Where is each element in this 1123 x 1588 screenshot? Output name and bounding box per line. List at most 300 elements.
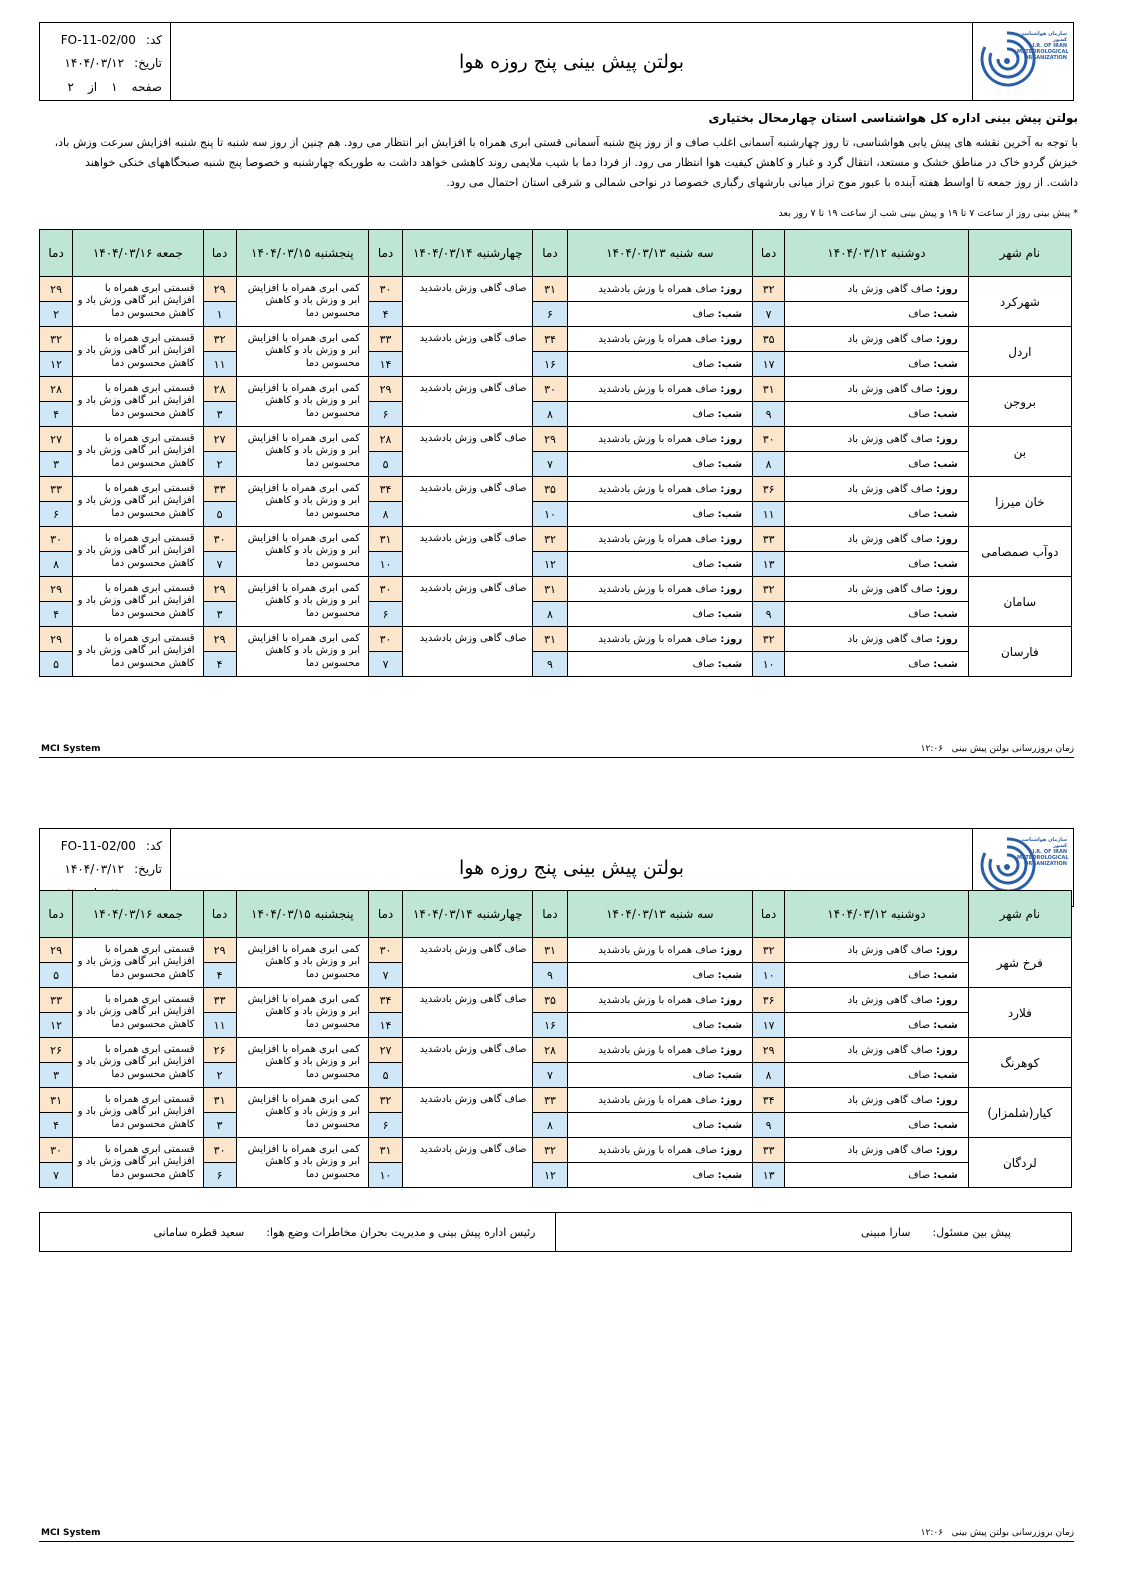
day2-day-forecast xyxy=(567,277,753,302)
night-label: شب: xyxy=(717,308,743,320)
day-label: روز: xyxy=(935,994,958,1006)
day3-forecast: صاف گاهی وزش بادشدید xyxy=(403,1088,533,1138)
day-label: روز: xyxy=(720,533,743,545)
min-temp: ۸ xyxy=(533,402,567,427)
min-temp: ۵ xyxy=(40,652,73,677)
day-label: روز: xyxy=(720,944,743,956)
day3-forecast: صاف گاهی وزش بادشدید xyxy=(403,527,533,577)
max-temp: ۳۲ xyxy=(753,277,785,302)
night-label: شب: xyxy=(933,658,958,670)
of-label: از xyxy=(87,80,98,94)
max-temp: ۲۹ xyxy=(203,627,236,652)
table-row xyxy=(40,327,1072,352)
day1-day-forecast xyxy=(785,1138,969,1163)
page-header xyxy=(39,22,1074,101)
day4-forecast: کمی ابری همراه با افزایش ابر و وزش باد و کاهش محسوس دما xyxy=(236,477,368,527)
min-temp: ۵ xyxy=(40,963,73,988)
max-temp: ۲۷ xyxy=(40,427,73,452)
max-temp: ۳۵ xyxy=(753,327,785,352)
max-temp: ۳۱ xyxy=(533,577,567,602)
night-forecast: صاف xyxy=(908,508,931,520)
day-header: جمعه ۱۴۰۴/۰۳/۱۶ xyxy=(73,891,203,938)
min-temp: ۷ xyxy=(203,552,236,577)
day2-day-forecast xyxy=(567,327,753,352)
city-header: نام شهر xyxy=(968,230,1071,277)
max-temp: ۲۹ xyxy=(533,427,567,452)
min-temp: ۱۲ xyxy=(533,552,567,577)
logo-text-en: I.R. OF IRAN METEOROLOGICAL ORGANIZATION xyxy=(1017,43,1069,61)
day1-night-forecast xyxy=(785,963,969,988)
day-label: روز: xyxy=(935,633,958,645)
min-temp: ۹ xyxy=(533,652,567,677)
min-temp: ۹ xyxy=(753,1113,785,1138)
max-temp: ۳۱ xyxy=(369,1138,403,1163)
max-temp: ۳۶ xyxy=(753,477,785,502)
day-forecast: صاف همراه با وزش بادشدید xyxy=(598,333,718,345)
min-temp: ۱۷ xyxy=(753,352,785,377)
page-title: بولتن پیش بینی پنج روزه هوا xyxy=(459,50,685,73)
day-header: چهارشنبه ۱۴۰۴/۰۳/۱۴ xyxy=(403,230,533,277)
day-label: روز: xyxy=(935,1094,958,1106)
day3-forecast: صاف گاهی وزش بادشدید xyxy=(403,988,533,1038)
night-label: شب: xyxy=(933,508,958,520)
city-name: اردل xyxy=(968,327,1071,377)
logo-text-fa: سازمان هواشناسی کشور xyxy=(1019,31,1067,43)
min-temp: ۱۲ xyxy=(533,1163,567,1188)
day-header: دوشنبه ۱۴۰۴/۰۳/۱۲ xyxy=(785,230,969,277)
min-temp: ۱۴ xyxy=(369,1013,403,1038)
document-info xyxy=(40,23,171,100)
day1-day-forecast xyxy=(785,1088,969,1113)
logo xyxy=(972,23,1073,100)
city-name: شهرکرد xyxy=(968,277,1071,327)
night-forecast: صاف xyxy=(692,969,715,981)
day2-night-forecast xyxy=(567,963,753,988)
day5-forecast: قسمتی ابری همراه با افزایش ابر گاهی وزش باد و کاهش محسوس دما xyxy=(73,938,203,988)
max-temp: ۲۸ xyxy=(40,377,73,402)
min-temp: ۱۱ xyxy=(753,502,785,527)
day1-night-forecast xyxy=(785,602,969,627)
day5-forecast: قسمتی ابری همراه با افزایش ابر گاهی وزش باد و کاهش محسوس دما xyxy=(73,527,203,577)
max-temp: ۳۳ xyxy=(533,1088,567,1113)
max-temp: ۳۰ xyxy=(203,527,236,552)
day-label: روز: xyxy=(935,283,958,295)
day3-forecast: صاف گاهی وزش بادشدید xyxy=(403,277,533,327)
day-label: روز: xyxy=(935,533,958,545)
min-temp: ۷ xyxy=(369,652,403,677)
max-temp: ۳۲ xyxy=(753,938,785,963)
table-row xyxy=(40,277,1072,302)
day2-night-forecast xyxy=(567,402,753,427)
day-forecast: صاف گاهی وزش باد xyxy=(847,1094,933,1106)
night-forecast: صاف xyxy=(692,608,715,620)
min-temp: ۷ xyxy=(753,302,785,327)
forecast-table xyxy=(39,890,1072,1188)
max-temp: ۲۹ xyxy=(203,577,236,602)
day3-forecast: صاف گاهی وزش بادشدید xyxy=(403,577,533,627)
max-temp: ۲۷ xyxy=(203,427,236,452)
max-temp: ۲۹ xyxy=(753,1038,785,1063)
night-label: شب: xyxy=(933,558,958,570)
day5-forecast: قسمتی ابری همراه با افزایش ابر گاهی وزش باد و کاهش محسوس دما xyxy=(73,627,203,677)
temp-header: دما xyxy=(533,230,567,277)
day2-day-forecast xyxy=(567,1088,753,1113)
night-label: شب: xyxy=(933,1169,958,1181)
day-label: روز: xyxy=(720,1094,743,1106)
day-forecast: صاف همراه با وزش بادشدید xyxy=(598,533,718,545)
day-label: روز: xyxy=(935,383,958,395)
logo-text-fa: سازمان هواشناسی کشور xyxy=(1019,837,1067,849)
max-temp: ۳۰ xyxy=(203,1138,236,1163)
page-total: ۲ xyxy=(67,80,74,94)
max-temp: ۲۸ xyxy=(369,427,403,452)
system-name: MCI System xyxy=(41,744,101,754)
bulletin-page-1 xyxy=(0,0,1123,770)
day-forecast: صاف همراه با وزش بادشدید xyxy=(598,383,718,395)
temp-header: دما xyxy=(369,230,403,277)
day2-day-forecast xyxy=(567,477,753,502)
day-label: روز: xyxy=(720,333,743,345)
page-footer xyxy=(39,743,1074,758)
min-temp: ۱۱ xyxy=(203,352,236,377)
max-temp: ۳۱ xyxy=(40,1088,73,1113)
day3-forecast: صاف گاهی وزش بادشدید xyxy=(403,477,533,527)
night-label: شب: xyxy=(717,1069,743,1081)
max-temp: ۲۶ xyxy=(40,1038,73,1063)
min-temp: ۳ xyxy=(203,402,236,427)
date-label: تاریخ: xyxy=(134,862,162,876)
max-temp: ۳۰ xyxy=(369,277,403,302)
min-temp: ۸ xyxy=(533,602,567,627)
night-label: شب: xyxy=(717,1169,743,1181)
min-temp: ۲ xyxy=(203,1063,236,1088)
night-label: شب: xyxy=(933,308,958,320)
night-label: شب: xyxy=(717,608,743,620)
night-forecast: صاف xyxy=(908,358,931,370)
forecast-table xyxy=(39,229,1072,677)
table-row xyxy=(40,527,1072,552)
min-temp: ۳ xyxy=(40,452,73,477)
day-forecast: صاف همراه با وزش بادشدید xyxy=(598,583,718,595)
page-title: بولتن پیش بینی پنج روزه هوا xyxy=(459,856,685,879)
temp-header: دما xyxy=(753,230,785,277)
day2-day-forecast xyxy=(567,938,753,963)
temp-header: دما xyxy=(40,891,73,938)
code-label: کد: xyxy=(145,33,162,47)
day1-night-forecast xyxy=(785,1063,969,1088)
day2-night-forecast xyxy=(567,1013,753,1038)
temp-header: دما xyxy=(753,891,785,938)
day1-day-forecast xyxy=(785,377,969,402)
min-temp: ۱۲ xyxy=(40,352,73,377)
max-temp: ۲۹ xyxy=(369,377,403,402)
forecaster-name: سارا مبینی xyxy=(860,1226,911,1239)
max-temp: ۳۲ xyxy=(533,527,567,552)
night-forecast: صاف xyxy=(908,558,931,570)
night-label: شب: xyxy=(933,608,958,620)
night-forecast: صاف xyxy=(908,408,931,420)
min-temp: ۱ xyxy=(203,302,236,327)
day3-forecast: صاف گاهی وزش بادشدید xyxy=(403,327,533,377)
min-temp: ۶ xyxy=(369,402,403,427)
logo-text-en: I.R. OF IRAN METEOROLOGICAL ORGANIZATION xyxy=(1017,849,1069,867)
day3-forecast: صاف گاهی وزش بادشدید xyxy=(403,427,533,477)
max-temp: ۳۴ xyxy=(369,988,403,1013)
min-temp: ۸ xyxy=(753,452,785,477)
day2-day-forecast xyxy=(567,527,753,552)
max-temp: ۳۳ xyxy=(753,1138,785,1163)
night-label: شب: xyxy=(717,358,743,370)
day2-day-forecast xyxy=(567,377,753,402)
day1-day-forecast xyxy=(785,477,969,502)
day-label: روز: xyxy=(720,583,743,595)
night-forecast: صاف xyxy=(692,358,715,370)
night-forecast: صاف xyxy=(692,1019,715,1031)
day4-forecast: کمی ابری همراه با افزایش ابر و وزش باد و کاهش محسوس دما xyxy=(236,377,368,427)
temp-header: دما xyxy=(533,891,567,938)
day-forecast: صاف همراه با وزش بادشدید xyxy=(598,1044,718,1056)
day-forecast: صاف گاهی وزش باد xyxy=(847,994,933,1006)
night-forecast: صاف xyxy=(692,1119,715,1131)
max-temp: ۳۲ xyxy=(753,627,785,652)
min-temp: ۲ xyxy=(203,452,236,477)
day5-forecast: قسمتی ابری همراه با افزایش ابر گاهی وزش باد و کاهش محسوس دما xyxy=(73,277,203,327)
day1-day-forecast xyxy=(785,527,969,552)
max-temp: ۳۱ xyxy=(203,1088,236,1113)
min-temp: ۶ xyxy=(533,302,567,327)
city-name: دوآب صمصامی xyxy=(968,527,1071,577)
page-footer xyxy=(39,1527,1074,1542)
city-name: فرخ شهر xyxy=(968,938,1071,988)
table-row xyxy=(40,577,1072,602)
page-label: صفحه xyxy=(131,80,162,94)
max-temp: ۳۳ xyxy=(753,527,785,552)
day-header: پنجشنبه ۱۴۰۴/۰۳/۱۵ xyxy=(236,230,368,277)
min-temp: ۱۶ xyxy=(533,1013,567,1038)
day4-forecast: کمی ابری همراه با افزایش ابر و وزش باد و کاهش محسوس دما xyxy=(236,527,368,577)
night-label: شب: xyxy=(717,969,743,981)
day-label: روز: xyxy=(720,433,743,445)
night-forecast: صاف xyxy=(908,308,931,320)
night-label: شب: xyxy=(933,969,958,981)
max-temp: ۳۱ xyxy=(533,277,567,302)
day1-day-forecast xyxy=(785,938,969,963)
day4-forecast: کمی ابری همراه با افزایش ابر و وزش باد و کاهش محسوس دما xyxy=(236,938,368,988)
day-label: روز: xyxy=(935,1144,958,1156)
min-temp: ۱۱ xyxy=(203,1013,236,1038)
max-temp: ۳۳ xyxy=(369,327,403,352)
day5-forecast: قسمتی ابری همراه با افزایش ابر گاهی وزش باد و کاهش محسوس دما xyxy=(73,477,203,527)
city-name: کوهرنگ xyxy=(968,1038,1071,1088)
day1-day-forecast xyxy=(785,577,969,602)
day4-forecast: کمی ابری همراه با افزایش ابر و وزش باد و کاهش محسوس دما xyxy=(236,327,368,377)
forecaster-label: پیش بین مسئول: xyxy=(932,1226,1011,1239)
day1-day-forecast xyxy=(785,427,969,452)
update-time: زمان بروزرسانی بولتن پیش بینی ۱۲:۰۶ xyxy=(920,1528,1074,1538)
max-temp: ۳۴ xyxy=(753,1088,785,1113)
table-row xyxy=(40,427,1072,452)
min-temp: ۱۴ xyxy=(369,352,403,377)
max-temp: ۳۶ xyxy=(753,988,785,1013)
table-row xyxy=(40,627,1072,652)
night-label: شب: xyxy=(717,458,743,470)
night-forecast: صاف xyxy=(692,408,715,420)
night-forecast: صاف xyxy=(908,1069,931,1081)
day5-forecast: قسمتی ابری همراه با افزایش ابر گاهی وزش باد و کاهش محسوس دما xyxy=(73,988,203,1038)
day-forecast: صاف گاهی وزش باد xyxy=(847,333,933,345)
day-label: روز: xyxy=(935,333,958,345)
day2-day-forecast xyxy=(567,577,753,602)
day4-forecast: کمی ابری همراه با افزایش ابر و وزش باد و کاهش محسوس دما xyxy=(236,277,368,327)
day1-night-forecast xyxy=(785,552,969,577)
max-temp: ۳۵ xyxy=(533,477,567,502)
max-temp: ۳۱ xyxy=(753,377,785,402)
day-header: سه شنبه ۱۴۰۴/۰۳/۱۳ xyxy=(567,891,753,938)
min-temp: ۸ xyxy=(753,1063,785,1088)
max-temp: ۲۹ xyxy=(203,938,236,963)
day5-forecast: قسمتی ابری همراه با افزایش ابر گاهی وزش باد و کاهش محسوس دما xyxy=(73,1038,203,1088)
day-header: چهارشنبه ۱۴۰۴/۰۳/۱۴ xyxy=(403,891,533,938)
day-forecast: صاف گاهی وزش باد xyxy=(847,283,933,295)
min-temp: ۲ xyxy=(40,302,73,327)
day1-night-forecast xyxy=(785,302,969,327)
night-forecast: صاف xyxy=(908,1019,931,1031)
forecast-note: * پیش بینی روز از ساعت ۷ تا ۱۹ و پیش بینی شب از ساعت ۱۹ تا ۷ روز بعد xyxy=(778,208,1078,219)
min-temp: ۱۲ xyxy=(40,1013,73,1038)
day3-forecast: صاف گاهی وزش بادشدید xyxy=(403,938,533,988)
night-forecast: صاف xyxy=(908,1119,931,1131)
max-temp: ۲۸ xyxy=(533,1038,567,1063)
day1-day-forecast xyxy=(785,627,969,652)
max-temp: ۲۷ xyxy=(369,1038,403,1063)
max-temp: ۳۲ xyxy=(533,1138,567,1163)
day-forecast: صاف گاهی وزش باد xyxy=(847,533,933,545)
day-label: روز: xyxy=(720,283,743,295)
day4-forecast: کمی ابری همراه با افزایش ابر و وزش باد و کاهش محسوس دما xyxy=(236,1138,368,1188)
night-forecast: صاف xyxy=(908,458,931,470)
min-temp: ۴ xyxy=(369,302,403,327)
day2-night-forecast xyxy=(567,602,753,627)
day2-day-forecast xyxy=(567,627,753,652)
day2-day-forecast xyxy=(567,427,753,452)
day-label: روز: xyxy=(935,483,958,495)
day5-forecast: قسمتی ابری همراه با افزایش ابر گاهی وزش باد و کاهش محسوس دما xyxy=(73,577,203,627)
day-forecast: صاف همراه با وزش بادشدید xyxy=(598,994,718,1006)
min-temp: ۱۰ xyxy=(533,502,567,527)
min-temp: ۸ xyxy=(533,1113,567,1138)
day-forecast: صاف همراه با وزش بادشدید xyxy=(598,483,718,495)
night-forecast: صاف xyxy=(692,308,715,320)
day2-night-forecast xyxy=(567,552,753,577)
day2-day-forecast xyxy=(567,1038,753,1063)
day1-night-forecast xyxy=(785,1113,969,1138)
night-label: شب: xyxy=(717,1119,743,1131)
day1-day-forecast xyxy=(785,988,969,1013)
day2-day-forecast xyxy=(567,988,753,1013)
day-label: روز: xyxy=(935,1044,958,1056)
min-temp: ۹ xyxy=(753,402,785,427)
day5-forecast: قسمتی ابری همراه با افزایش ابر گاهی وزش باد و کاهش محسوس دما xyxy=(73,1088,203,1138)
min-temp: ۴ xyxy=(203,652,236,677)
day3-forecast: صاف گاهی وزش بادشدید xyxy=(403,627,533,677)
max-temp: ۳۳ xyxy=(40,477,73,502)
day-forecast: صاف همراه با وزش بادشدید xyxy=(598,433,718,445)
date-label: تاریخ: xyxy=(134,56,162,70)
min-temp: ۳ xyxy=(40,1063,73,1088)
form-code: FO-11-02/00 xyxy=(60,33,136,47)
page-number: ۱ xyxy=(111,80,118,94)
max-temp: ۳۱ xyxy=(533,627,567,652)
night-label: شب: xyxy=(717,508,743,520)
max-temp: ۳۴ xyxy=(369,477,403,502)
min-temp: ۱۰ xyxy=(753,963,785,988)
min-temp: ۶ xyxy=(369,602,403,627)
day2-night-forecast xyxy=(567,1163,753,1188)
min-temp: ۳ xyxy=(203,1113,236,1138)
min-temp: ۴ xyxy=(40,402,73,427)
day2-night-forecast xyxy=(567,1113,753,1138)
max-temp: ۳۰ xyxy=(40,1138,73,1163)
day-forecast: صاف گاهی وزش باد xyxy=(847,633,933,645)
chief-signature xyxy=(40,1213,556,1251)
max-temp: ۳۰ xyxy=(533,377,567,402)
min-temp: ۴ xyxy=(203,963,236,988)
day-forecast: صاف همراه با وزش بادشدید xyxy=(598,1144,718,1156)
table-body xyxy=(40,938,1072,1188)
city-name: کیار(شلمزار) xyxy=(968,1088,1071,1138)
day-header: جمعه ۱۴۰۴/۰۳/۱۶ xyxy=(73,230,203,277)
day2-night-forecast xyxy=(567,1063,753,1088)
night-forecast: صاف xyxy=(692,658,715,670)
min-temp: ۶ xyxy=(203,1163,236,1188)
day4-forecast: کمی ابری همراه با افزایش ابر و وزش باد و کاهش محسوس دما xyxy=(236,427,368,477)
day-header: دوشنبه ۱۴۰۴/۰۳/۱۲ xyxy=(785,891,969,938)
max-temp: ۳۴ xyxy=(533,327,567,352)
day-forecast: صاف گاهی وزش باد xyxy=(847,1044,933,1056)
max-temp: ۲۹ xyxy=(40,627,73,652)
bulletin-page-2 xyxy=(0,806,1123,1588)
min-temp: ۹ xyxy=(753,602,785,627)
table-row xyxy=(40,988,1072,1013)
table-row xyxy=(40,1138,1072,1163)
max-temp: ۳۰ xyxy=(40,527,73,552)
min-temp: ۷ xyxy=(533,452,567,477)
min-temp: ۱۰ xyxy=(753,652,785,677)
max-temp: ۳۲ xyxy=(40,327,73,352)
night-label: شب: xyxy=(717,658,743,670)
day1-day-forecast xyxy=(785,1038,969,1063)
day-header: سه شنبه ۱۴۰۴/۰۳/۱۳ xyxy=(567,230,753,277)
system-name: MCI System xyxy=(41,1528,101,1538)
max-temp: ۳۳ xyxy=(40,988,73,1013)
day5-forecast: قسمتی ابری همراه با افزایش ابر گاهی وزش باد و کاهش محسوس دما xyxy=(73,1138,203,1188)
max-temp: ۳۰ xyxy=(369,627,403,652)
max-temp: ۳۲ xyxy=(753,577,785,602)
day1-night-forecast xyxy=(785,502,969,527)
day-label: روز: xyxy=(935,583,958,595)
temp-header: دما xyxy=(203,891,236,938)
day2-night-forecast xyxy=(567,302,753,327)
night-label: شب: xyxy=(933,408,958,420)
min-temp: ۴ xyxy=(40,602,73,627)
table-row xyxy=(40,1088,1072,1113)
day-forecast: صاف همراه با وزش بادشدید xyxy=(598,1094,718,1106)
table-row xyxy=(40,938,1072,963)
temp-header: دما xyxy=(369,891,403,938)
max-temp: ۳۰ xyxy=(369,577,403,602)
day1-night-forecast xyxy=(785,402,969,427)
day-label: روز: xyxy=(935,944,958,956)
